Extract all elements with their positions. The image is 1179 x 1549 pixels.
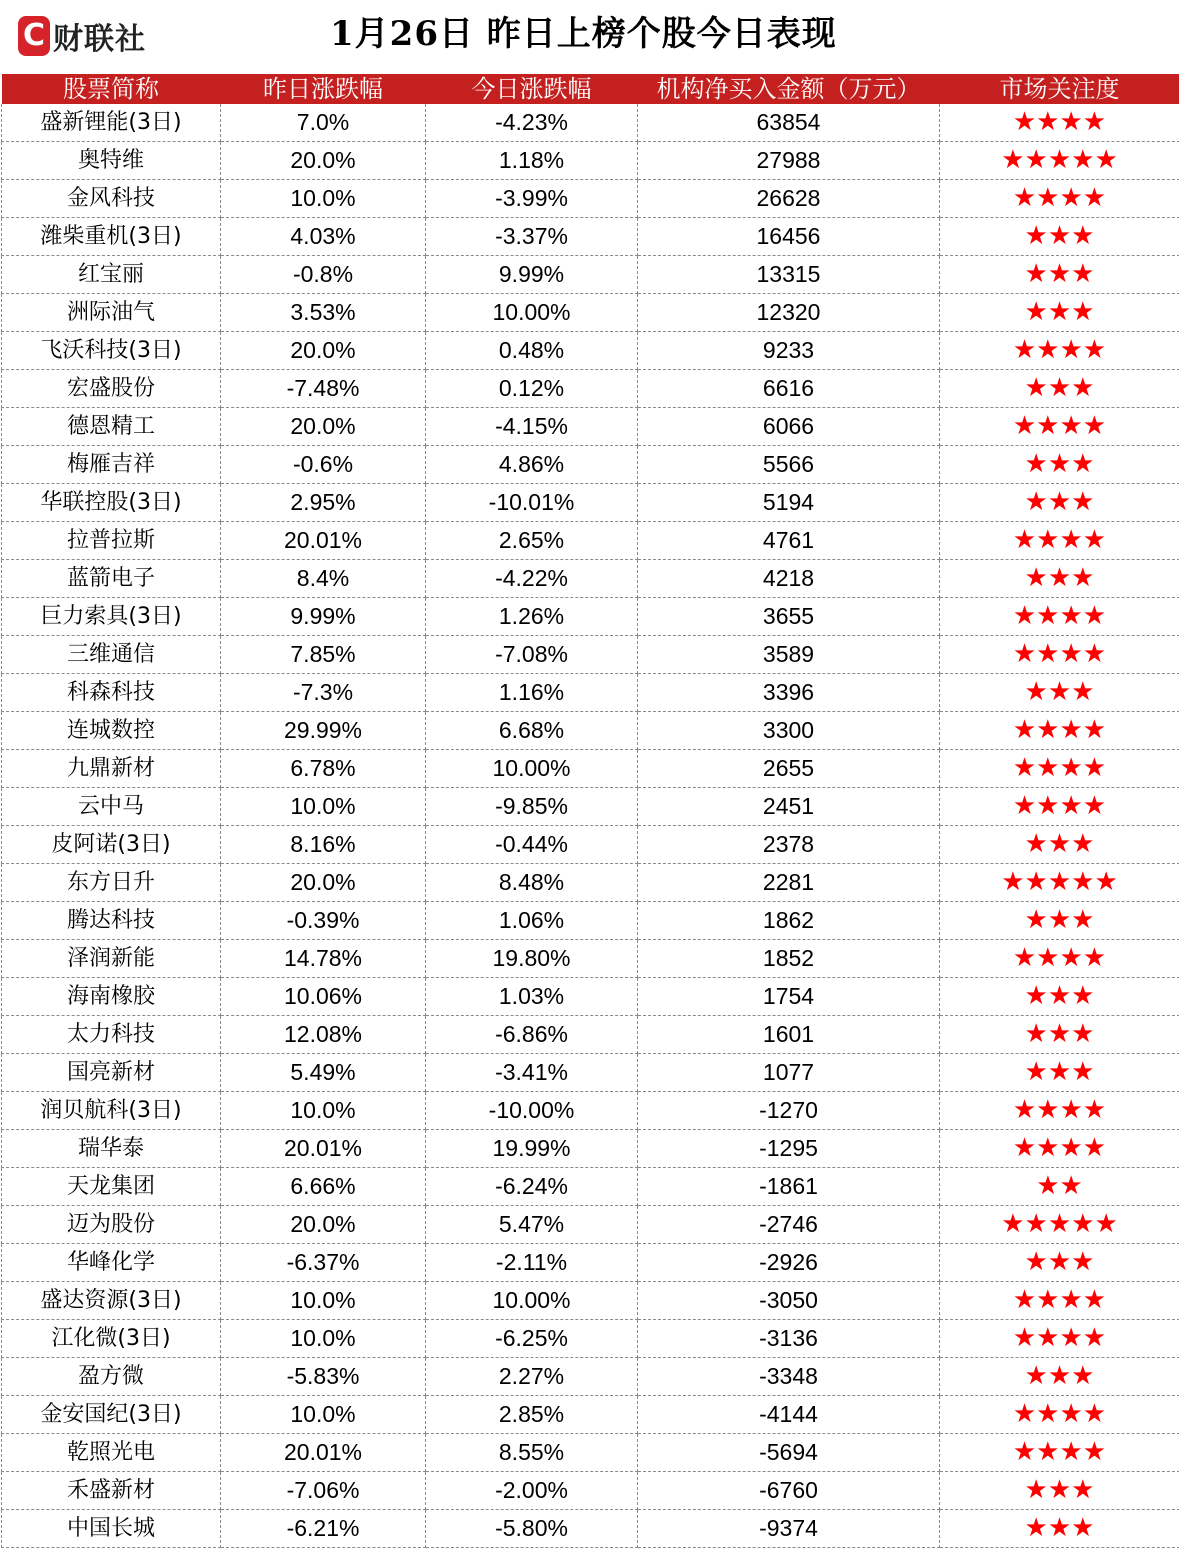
stock-name-cell: 迈为股份 [2, 1206, 221, 1244]
table-row [2, 864, 1179, 902]
net-buy-cell: 63854 [638, 104, 940, 142]
today-change-cell: -3.99% [426, 180, 638, 218]
table-row [2, 180, 1179, 218]
attention-stars-cell: ★★★★ [940, 1320, 1179, 1358]
attention-stars-cell: ★★★ [940, 1244, 1179, 1282]
stock-name-cell: 金安国纪(3日) [2, 1396, 221, 1434]
today-change-cell: -7.08% [426, 636, 638, 674]
yesterday-change-cell: 2.95% [221, 484, 426, 522]
today-change-cell: 8.48% [426, 864, 638, 902]
attention-stars-cell: ★★★★ [940, 598, 1179, 636]
net-buy-cell: 26628 [638, 180, 940, 218]
yesterday-change-cell: 20.0% [221, 142, 426, 180]
yesterday-change-cell: -6.21% [221, 1510, 426, 1548]
attention-stars-cell: ★★★ [940, 294, 1179, 332]
net-buy-cell: 1862 [638, 902, 940, 940]
table-row [2, 294, 1179, 332]
yesterday-change-cell: 6.66% [221, 1168, 426, 1206]
net-buy-cell: 16456 [638, 218, 940, 256]
stock-name-cell: 三维通信 [2, 636, 221, 674]
today-change-cell: 19.80% [426, 940, 638, 978]
net-buy-cell: 12320 [638, 294, 940, 332]
attention-stars-cell: ★★★★ [940, 636, 1179, 674]
net-buy-cell: 6066 [638, 408, 940, 446]
attention-stars-cell: ★★★ [940, 1016, 1179, 1054]
attention-stars-cell: ★★ [940, 1168, 1179, 1206]
stock-name-cell: 蓝箭电子 [2, 560, 221, 598]
table-row [2, 636, 1179, 674]
table-row [2, 826, 1179, 864]
today-change-cell: 2.85% [426, 1396, 638, 1434]
net-buy-cell: -2746 [638, 1206, 940, 1244]
today-change-cell: -2.11% [426, 1244, 638, 1282]
table-row [2, 1320, 1179, 1358]
stock-name-cell: 泽润新能 [2, 940, 221, 978]
col-header-yesterday-change: 昨日涨跌幅 [221, 74, 426, 104]
yesterday-change-cell: 8.16% [221, 826, 426, 864]
today-change-cell: -6.25% [426, 1320, 638, 1358]
today-change-cell: -3.41% [426, 1054, 638, 1092]
today-change-cell: 1.06% [426, 902, 638, 940]
attention-stars-cell: ★★★★★ [940, 1206, 1179, 1244]
stock-name-cell: 巨力索具(3日) [2, 598, 221, 636]
stock-name-cell: 九鼎新材 [2, 750, 221, 788]
attention-stars-cell: ★★★★★ [940, 142, 1179, 180]
stock-name-cell: 腾达科技 [2, 902, 221, 940]
stock-name-cell: 华峰化学 [2, 1244, 221, 1282]
today-change-cell: -3.37% [426, 218, 638, 256]
yesterday-change-cell: 10.06% [221, 978, 426, 1016]
net-buy-cell: -1270 [638, 1092, 940, 1130]
yesterday-change-cell: 12.08% [221, 1016, 426, 1054]
stock-name-cell: 德恩精工 [2, 408, 221, 446]
attention-stars-cell: ★★★ [940, 446, 1179, 484]
table-row [2, 256, 1179, 294]
today-change-cell: -5.80% [426, 1510, 638, 1548]
attention-stars-cell: ★★★ [940, 370, 1179, 408]
table-row [2, 750, 1179, 788]
net-buy-cell: 5566 [638, 446, 940, 484]
stock-name-cell: 华联控股(3日) [2, 484, 221, 522]
table-row [2, 522, 1179, 560]
today-change-cell: 6.68% [426, 712, 638, 750]
yesterday-change-cell: 4.03% [221, 218, 426, 256]
table-row [2, 788, 1179, 826]
yesterday-change-cell: -7.48% [221, 370, 426, 408]
table-row [2, 674, 1179, 712]
table-row [2, 332, 1179, 370]
page-title: 1月26日 昨日上榜个股今日表现 [330, 14, 837, 54]
stock-name-cell: 奥特维 [2, 142, 221, 180]
today-change-cell: -2.00% [426, 1472, 638, 1510]
attention-stars-cell: ★★★★ [940, 1434, 1179, 1472]
table-row [2, 218, 1179, 256]
net-buy-cell: 5194 [638, 484, 940, 522]
yesterday-change-cell: 20.0% [221, 1206, 426, 1244]
yesterday-change-cell: 10.0% [221, 1092, 426, 1130]
attention-stars-cell: ★★★ [940, 560, 1179, 598]
yesterday-change-cell: 29.99% [221, 712, 426, 750]
today-change-cell: 5.47% [426, 1206, 638, 1244]
yesterday-change-cell: 9.99% [221, 598, 426, 636]
attention-stars-cell: ★★★ [940, 674, 1179, 712]
stock-name-cell: 红宝丽 [2, 256, 221, 294]
net-buy-cell: 1601 [638, 1016, 940, 1054]
today-change-cell: -4.23% [426, 104, 638, 142]
attention-stars-cell: ★★★★ [940, 104, 1179, 142]
net-buy-cell: -5694 [638, 1434, 940, 1472]
today-change-cell: 1.18% [426, 142, 638, 180]
table-row [2, 1016, 1179, 1054]
net-buy-cell: -9374 [638, 1510, 940, 1548]
yesterday-change-cell: 20.01% [221, 522, 426, 560]
net-buy-cell: -3050 [638, 1282, 940, 1320]
table-row [2, 446, 1179, 484]
table-row [2, 1396, 1179, 1434]
yesterday-change-cell: 8.4% [221, 560, 426, 598]
yesterday-change-cell: -7.3% [221, 674, 426, 712]
stock-name-cell: 盛达资源(3日) [2, 1282, 221, 1320]
col-header-institution-net-buy: 机构净买入金额（万元） [638, 74, 940, 104]
today-change-cell: 1.16% [426, 674, 638, 712]
yesterday-change-cell: 6.78% [221, 750, 426, 788]
table-row [2, 1472, 1179, 1510]
attention-stars-cell: ★★★★ [940, 1282, 1179, 1320]
yesterday-change-cell: 14.78% [221, 940, 426, 978]
net-buy-cell: -3136 [638, 1320, 940, 1358]
net-buy-cell: 1852 [638, 940, 940, 978]
today-change-cell: 8.55% [426, 1434, 638, 1472]
today-change-cell: -10.00% [426, 1092, 638, 1130]
net-buy-cell: 27988 [638, 142, 940, 180]
net-buy-cell: 9233 [638, 332, 940, 370]
stock-name-cell: 科森科技 [2, 674, 221, 712]
stock-name-cell: 梅雁吉祥 [2, 446, 221, 484]
stock-name-cell: 皮阿诺(3日) [2, 826, 221, 864]
today-change-cell: -10.01% [426, 484, 638, 522]
col-header-name: 股票简称 [2, 74, 221, 104]
yesterday-change-cell: -5.83% [221, 1358, 426, 1396]
attention-stars-cell: ★★★ [940, 1054, 1179, 1092]
stock-name-cell: 乾照光电 [2, 1434, 221, 1472]
yesterday-change-cell: 5.49% [221, 1054, 426, 1092]
attention-stars-cell: ★★★★ [940, 1092, 1179, 1130]
stock-name-cell: 中国长城 [2, 1510, 221, 1548]
stock-name-cell: 东方日升 [2, 864, 221, 902]
attention-stars-cell: ★★★★ [940, 940, 1179, 978]
stock-name-cell: 云中马 [2, 788, 221, 826]
table-row [2, 1206, 1179, 1244]
today-change-cell: 1.03% [426, 978, 638, 1016]
table-row [2, 1168, 1179, 1206]
table-row [2, 484, 1179, 522]
net-buy-cell: 2451 [638, 788, 940, 826]
attention-stars-cell: ★★★ [940, 1358, 1179, 1396]
stock-name-cell: 飞沃科技(3日) [2, 332, 221, 370]
yesterday-change-cell: 10.0% [221, 180, 426, 218]
table-header-row [2, 74, 1179, 104]
attention-stars-cell: ★★★ [940, 902, 1179, 940]
yesterday-change-cell: 10.0% [221, 1320, 426, 1358]
net-buy-cell: 4761 [638, 522, 940, 560]
net-buy-cell: 2378 [638, 826, 940, 864]
attention-stars-cell: ★★★ [940, 826, 1179, 864]
stock-name-cell: 连城数控 [2, 712, 221, 750]
stock-name-cell: 天龙集团 [2, 1168, 221, 1206]
net-buy-cell: 3396 [638, 674, 940, 712]
today-change-cell: 10.00% [426, 294, 638, 332]
table-row [2, 712, 1179, 750]
today-change-cell: -4.22% [426, 560, 638, 598]
stock-name-cell: 太力科技 [2, 1016, 221, 1054]
yesterday-change-cell: 20.0% [221, 332, 426, 370]
attention-stars-cell: ★★★★★ [940, 864, 1179, 902]
attention-stars-cell: ★★★★ [940, 522, 1179, 560]
table-row [2, 1130, 1179, 1168]
today-change-cell: 0.12% [426, 370, 638, 408]
table-row [2, 104, 1179, 142]
today-change-cell: 19.99% [426, 1130, 638, 1168]
yesterday-change-cell: -0.39% [221, 902, 426, 940]
yesterday-change-cell: 20.0% [221, 408, 426, 446]
table-row [2, 1434, 1179, 1472]
today-change-cell: 1.26% [426, 598, 638, 636]
attention-stars-cell: ★★★ [940, 484, 1179, 522]
stock-name-cell: 盈方微 [2, 1358, 221, 1396]
net-buy-cell: 13315 [638, 256, 940, 294]
table-row [2, 978, 1179, 1016]
net-buy-cell: 3655 [638, 598, 940, 636]
attention-stars-cell: ★★★ [940, 256, 1179, 294]
attention-stars-cell: ★★★★ [940, 1396, 1179, 1434]
attention-stars-cell: ★★★★ [940, 332, 1179, 370]
stock-name-cell: 洲际油气 [2, 294, 221, 332]
yesterday-change-cell: 20.01% [221, 1130, 426, 1168]
table-row [2, 1358, 1179, 1396]
page-header [0, 0, 1179, 74]
logo-text: 财联社 [53, 22, 146, 57]
stock-name-cell: 盛新锂能(3日) [2, 104, 221, 142]
net-buy-cell: 2281 [638, 864, 940, 902]
net-buy-cell: 2655 [638, 750, 940, 788]
yesterday-change-cell: 10.0% [221, 1396, 426, 1434]
today-change-cell: 0.48% [426, 332, 638, 370]
yesterday-change-cell: 7.0% [221, 104, 426, 142]
attention-stars-cell: ★★★ [940, 218, 1179, 256]
attention-stars-cell: ★★★★ [940, 180, 1179, 218]
net-buy-cell: -2926 [638, 1244, 940, 1282]
today-change-cell: 9.99% [426, 256, 638, 294]
stock-name-cell: 拉普拉斯 [2, 522, 221, 560]
yesterday-change-cell: 20.01% [221, 1434, 426, 1472]
net-buy-cell: -1295 [638, 1130, 940, 1168]
yesterday-change-cell: -0.6% [221, 446, 426, 484]
table-body [2, 104, 1179, 1548]
table-row [2, 370, 1179, 408]
stock-name-cell: 国亮新材 [2, 1054, 221, 1092]
attention-stars-cell: ★★★ [940, 1510, 1179, 1548]
net-buy-cell: 6616 [638, 370, 940, 408]
stock-name-cell: 金风科技 [2, 180, 221, 218]
today-change-cell: 10.00% [426, 1282, 638, 1320]
yesterday-change-cell: 10.0% [221, 1282, 426, 1320]
attention-stars-cell: ★★★★ [940, 408, 1179, 446]
net-buy-cell: -1861 [638, 1168, 940, 1206]
yesterday-change-cell: 10.0% [221, 788, 426, 826]
table-row [2, 560, 1179, 598]
col-header-attention: 市场关注度 [940, 74, 1179, 104]
stock-name-cell: 海南橡胶 [2, 978, 221, 1016]
net-buy-cell: 1754 [638, 978, 940, 1016]
table-row [2, 1244, 1179, 1282]
stock-name-cell: 禾盛新材 [2, 1472, 221, 1510]
table-row [2, 598, 1179, 636]
table-row [2, 1510, 1179, 1548]
stock-name-cell: 宏盛股份 [2, 370, 221, 408]
stock-name-cell: 潍柴重机(3日) [2, 218, 221, 256]
stock-name-cell: 润贝航科(3日) [2, 1092, 221, 1130]
table-row [2, 142, 1179, 180]
today-change-cell: 2.65% [426, 522, 638, 560]
today-change-cell: 2.27% [426, 1358, 638, 1396]
table-row [2, 940, 1179, 978]
stock-table [1, 74, 1179, 1548]
attention-stars-cell: ★★★★ [940, 712, 1179, 750]
today-change-cell: -9.85% [426, 788, 638, 826]
today-change-cell: 4.86% [426, 446, 638, 484]
yesterday-change-cell: -7.06% [221, 1472, 426, 1510]
col-header-today-change: 今日涨跌幅 [426, 74, 638, 104]
table-row [2, 1092, 1179, 1130]
today-change-cell: 10.00% [426, 750, 638, 788]
attention-stars-cell: ★★★★ [940, 788, 1179, 826]
attention-stars-cell: ★★★★ [940, 1130, 1179, 1168]
yesterday-change-cell: -6.37% [221, 1244, 426, 1282]
stock-name-cell: 江化微(3日) [2, 1320, 221, 1358]
brand-logo [18, 12, 146, 60]
stock-name-cell: 瑞华泰 [2, 1130, 221, 1168]
attention-stars-cell: ★★★★ [940, 750, 1179, 788]
table-row [2, 408, 1179, 446]
table-row [2, 1054, 1179, 1092]
net-buy-cell: 4218 [638, 560, 940, 598]
yesterday-change-cell: 3.53% [221, 294, 426, 332]
today-change-cell: -6.86% [426, 1016, 638, 1054]
net-buy-cell: -3348 [638, 1358, 940, 1396]
net-buy-cell: 3300 [638, 712, 940, 750]
attention-stars-cell: ★★★ [940, 1472, 1179, 1510]
today-change-cell: -0.44% [426, 826, 638, 864]
yesterday-change-cell: 7.85% [221, 636, 426, 674]
table-row [2, 902, 1179, 940]
net-buy-cell: 3589 [638, 636, 940, 674]
today-change-cell: -6.24% [426, 1168, 638, 1206]
logo-c-icon: C [18, 16, 50, 56]
table-row [2, 1282, 1179, 1320]
net-buy-cell: -6760 [638, 1472, 940, 1510]
net-buy-cell: -4144 [638, 1396, 940, 1434]
yesterday-change-cell: -0.8% [221, 256, 426, 294]
attention-stars-cell: ★★★ [940, 978, 1179, 1016]
yesterday-change-cell: 20.0% [221, 864, 426, 902]
today-change-cell: -4.15% [426, 408, 638, 446]
net-buy-cell: 1077 [638, 1054, 940, 1092]
